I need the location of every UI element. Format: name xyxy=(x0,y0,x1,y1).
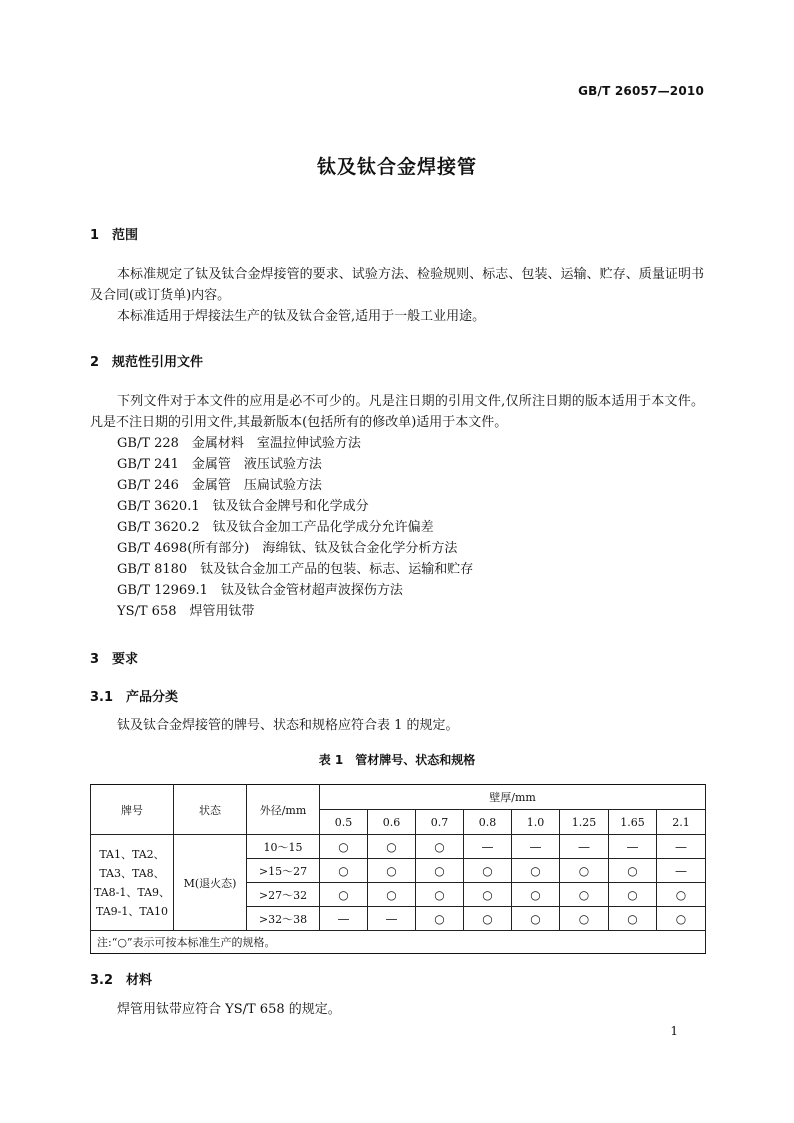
section-number: 1 xyxy=(90,228,100,243)
availability-mark: ○ xyxy=(609,907,657,931)
classification-paragraph: 钛及钛合金焊接管的牌号、状态和规格应符合表 1 的规定。 xyxy=(117,718,459,733)
wall-thickness-header: 0.7 xyxy=(416,810,464,835)
section-title: 规范性引用文件 xyxy=(112,355,204,370)
availability-mark: — xyxy=(512,835,560,859)
grade-line: TA9-1、TA10 xyxy=(95,904,169,918)
state-cell: M(退火态) xyxy=(174,835,247,931)
section-2-heading xyxy=(90,351,203,370)
grade-line: TA1、TA2、 xyxy=(99,847,165,861)
page-number: 1 xyxy=(670,1024,678,1038)
material-paragraph: 焊管用钛带应符合 YS/T 658 的规定。 xyxy=(117,1002,341,1017)
reference-item: GB/T 8180 钛及钛合金加工产品的包装、标志、运输和贮存 xyxy=(117,562,474,577)
availability-mark: ○ xyxy=(464,907,512,931)
section-title: 范围 xyxy=(112,228,139,243)
section-1-heading xyxy=(90,224,138,243)
document-title: 钛及钛合金焊接管 xyxy=(316,156,477,178)
availability-mark: — xyxy=(609,835,657,859)
table-note: 注:“○”表示可按本标准生产的规格。 xyxy=(91,931,706,954)
availability-mark: ○ xyxy=(560,907,609,931)
reference-item: GB/T 12969.1 钛及钛合金管材超声波探伤方法 xyxy=(117,583,403,598)
availability-mark: — xyxy=(657,859,706,883)
section-3-2-heading xyxy=(90,969,152,988)
availability-mark: ○ xyxy=(464,883,512,907)
spec-table xyxy=(90,784,706,954)
availability-mark: ○ xyxy=(320,883,368,907)
wall-thickness-header: 1.65 xyxy=(609,810,657,835)
availability-mark: ○ xyxy=(416,883,464,907)
availability-mark: ○ xyxy=(416,907,464,931)
wall-thickness-header: 0.6 xyxy=(368,810,416,835)
wall-thickness-header: 2.1 xyxy=(657,810,706,835)
availability-mark: ○ xyxy=(609,859,657,883)
refs-intro-paragraph: 下列文件对于本文件的应用是必不可少的。凡是注日期的引用文件,仅所注日期的版本适用于本文件。凡是不注日期的引用文件,其最新版本(包括所有的修改单)适用于本文件。 xyxy=(90,394,704,430)
grade-line: TA8-1、TA9、 xyxy=(93,885,171,899)
availability-mark: — xyxy=(560,835,609,859)
availability-mark: ○ xyxy=(609,883,657,907)
availability-mark: ○ xyxy=(512,907,560,931)
scope-paragraph-1: 本标准规定了钛及钛合金焊接管的要求、试验方法、检验规则、标志、包装、运输、贮存、质量证明书及合同(或订货单)内容。 xyxy=(90,267,704,303)
od-cell: >32～38 xyxy=(247,907,320,931)
reference-item: GB/T 3620.2 钛及钛合金加工产品化学成分允许偏差 xyxy=(117,520,434,535)
availability-mark: — xyxy=(320,907,368,931)
section-3-1-heading xyxy=(90,686,178,705)
availability-mark: ○ xyxy=(512,883,560,907)
wall-thickness-header: 1.25 xyxy=(560,810,609,835)
wall-thickness-header: 0.8 xyxy=(464,810,512,835)
table-title: 表 1 管材牌号、状态和规格 xyxy=(318,753,476,767)
availability-mark: ○ xyxy=(416,835,464,859)
od-cell: >27～32 xyxy=(247,883,320,907)
availability-mark: ○ xyxy=(560,859,609,883)
availability-mark: ○ xyxy=(657,907,706,931)
od-cell: 10～15 xyxy=(247,835,320,859)
availability-mark: — xyxy=(368,907,416,931)
table-note-row xyxy=(91,931,706,954)
availability-mark: ○ xyxy=(368,835,416,859)
table-row xyxy=(91,835,706,859)
reference-item: YS/T 658 焊管用钛带 xyxy=(117,604,255,619)
col-header-grade: 牌号 xyxy=(91,785,174,835)
od-cell: >15～27 xyxy=(247,859,320,883)
col-header-wall: 壁厚/mm xyxy=(320,785,706,810)
availability-mark: — xyxy=(464,835,512,859)
grade-line: TA3、TA8、 xyxy=(99,866,165,880)
section-title: 产品分类 xyxy=(126,690,179,705)
availability-mark: ○ xyxy=(368,859,416,883)
scope-paragraph-2: 本标准适用于焊接法生产的钛及钛合金管,适用于一般工业用途。 xyxy=(117,309,486,324)
section-number: 3.2 xyxy=(90,973,114,988)
grade-cell xyxy=(91,835,174,931)
section-title: 材料 xyxy=(126,973,153,988)
availability-mark: ○ xyxy=(464,859,512,883)
wall-thickness-header: 1.0 xyxy=(512,810,560,835)
section-title: 要求 xyxy=(112,652,139,667)
availability-mark: ○ xyxy=(657,883,706,907)
wall-thickness-header: 0.5 xyxy=(320,810,368,835)
reference-item: GB/T 241 金属管 液压试验方法 xyxy=(117,457,322,472)
col-header-od: 外径/mm xyxy=(247,785,320,835)
availability-mark: ○ xyxy=(512,859,560,883)
availability-mark: ○ xyxy=(320,859,368,883)
section-number: 3 xyxy=(90,652,100,667)
section-number: 3.1 xyxy=(90,690,114,705)
reference-item: GB/T 4698(所有部分) 海绵钛、钛及钛合金化学分析方法 xyxy=(117,541,458,556)
section-3-heading xyxy=(90,648,138,667)
col-header-state: 状态 xyxy=(174,785,247,835)
availability-mark: ○ xyxy=(368,883,416,907)
availability-mark: ○ xyxy=(560,883,609,907)
standard-code: GB/T 26057—2010 xyxy=(578,84,704,98)
availability-mark: ○ xyxy=(320,835,368,859)
reference-item: GB/T 228 金属材料 室温拉伸试验方法 xyxy=(117,436,361,451)
availability-mark: ○ xyxy=(416,859,464,883)
reference-item: GB/T 3620.1 钛及钛合金牌号和化学成分 xyxy=(117,499,369,514)
reference-item: GB/T 246 金属管 压扁试验方法 xyxy=(117,478,322,493)
availability-mark: — xyxy=(657,835,706,859)
section-number: 2 xyxy=(90,355,100,370)
